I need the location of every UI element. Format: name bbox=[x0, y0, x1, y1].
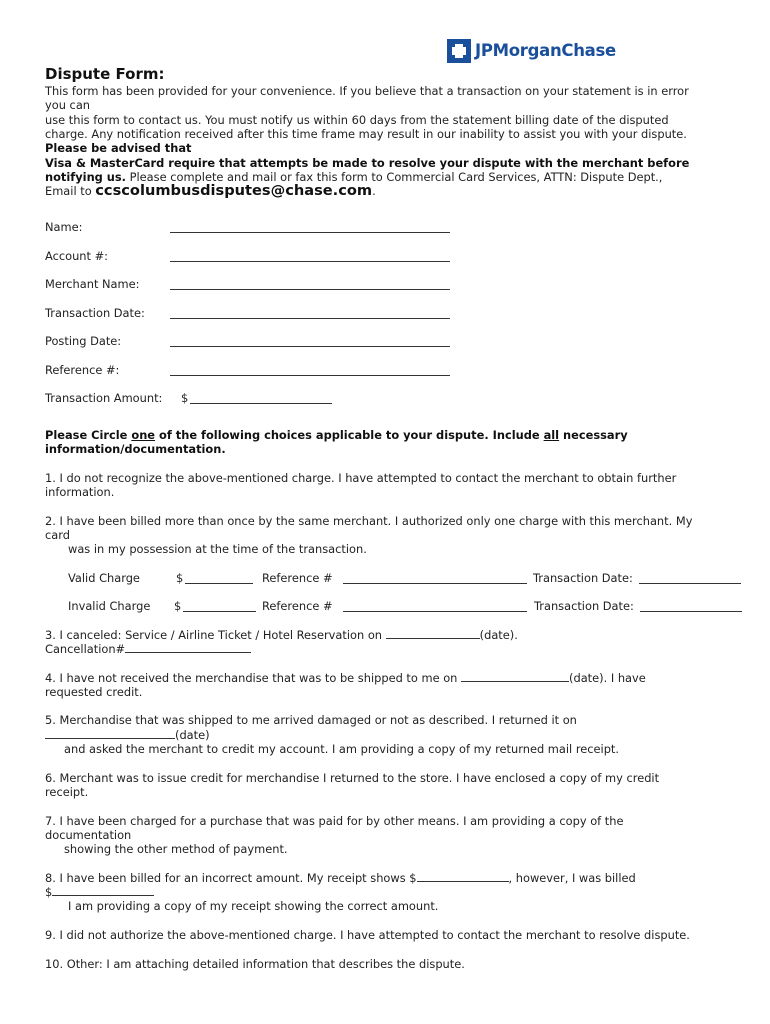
valid-charge-reference-field[interactable] bbox=[343, 583, 527, 584]
valid-charge-transaction-date-field[interactable] bbox=[639, 583, 741, 584]
name-label: Name: bbox=[45, 220, 83, 234]
choice-2-line-1: 2. I have been billed more than once by the same merchant. I authorized only one charge with this merchant. My bbox=[45, 514, 693, 528]
receipt-amount-field[interactable] bbox=[417, 871, 509, 882]
intro-line-5: Please be advised that bbox=[45, 141, 192, 155]
instructions-part-1: Please Circle bbox=[45, 428, 132, 442]
email-address[interactable]: ccscolumbusdisputes@chase.com bbox=[95, 182, 373, 199]
choice-3-cancellation-label: Cancellation# bbox=[45, 642, 126, 656]
choice-5-line-3: and asked the merchant to credit my account. I am providing a copy of my returned mail receipt. bbox=[64, 742, 620, 756]
transaction-amount-field[interactable] bbox=[190, 403, 332, 404]
choice-3-line-1 bbox=[45, 628, 518, 642]
valid-charge-transaction-date-label: Transaction Date: bbox=[533, 571, 633, 585]
choice-3-date-field[interactable] bbox=[386, 628, 480, 639]
cancellation-number-field[interactable] bbox=[125, 642, 251, 653]
instructions-line-2: information/documentation. bbox=[45, 442, 226, 456]
intro-line-4: charge. Any notification received after this time frame may result in our inability to assist you with your dispute. bbox=[45, 127, 687, 141]
choice-4-text-a: 4. I have not received the merchandise that was to be shipped to me on bbox=[45, 671, 458, 685]
posting-date-label: Posting Date: bbox=[45, 334, 122, 348]
choice-5-date-field[interactable] bbox=[45, 728, 175, 739]
transaction-amount-label: Transaction Amount: bbox=[45, 391, 163, 405]
choice-6-line-1: 6. Merchant was to issue credit for merchandise I returned to the store. I have enclosed a copy of my credit bbox=[45, 771, 660, 785]
page-title: Dispute Form: bbox=[45, 65, 165, 83]
intro-line-1: This form has been provided for your convenience. If you believe that a transaction on your statement is in error bbox=[45, 84, 689, 98]
valid-charge-label: Valid Charge bbox=[68, 571, 140, 585]
choice-8-text-b: , however, I was billed bbox=[508, 871, 636, 885]
posting-date-field[interactable] bbox=[170, 346, 450, 347]
merchant-name-field[interactable] bbox=[170, 289, 450, 290]
instructions-one: one bbox=[131, 428, 156, 442]
choice-4-line-2: requested credit. bbox=[45, 685, 143, 699]
choice-4-text-b: (date). I have bbox=[569, 671, 646, 685]
reference-label: Reference #: bbox=[45, 363, 120, 377]
intro-line-2: you can bbox=[45, 98, 91, 112]
intro-line-8 bbox=[45, 184, 735, 198]
choice-8-line-3: I am providing a copy of my receipt showing the correct amount. bbox=[68, 899, 439, 913]
choice-8-line-2 bbox=[45, 885, 154, 899]
choice-2-line-2: card bbox=[45, 528, 70, 542]
instructions-all: all bbox=[543, 428, 560, 442]
choice-7-line-1: 7. I have been charged for a purchase that was paid for by other means. I am providing a copy of the bbox=[45, 814, 624, 828]
valid-charge-dollar: $ bbox=[176, 571, 184, 585]
invalid-charge-amount-field[interactable] bbox=[183, 611, 256, 612]
intro-line-3: use this form to contact us. You must notify us within 60 days from the statement billing date of the disputed bbox=[45, 113, 669, 127]
choice-3-text: 3. I canceled: Service / Airline Ticket / Hotel Reservation on bbox=[45, 628, 383, 642]
choice-7-line-3: showing the other method of payment. bbox=[64, 842, 288, 856]
choice-1-line-1: 1. I do not recognize the above-mentioned charge. I have attempted to contact the merchant to obtain further bbox=[45, 471, 677, 485]
valid-charge-reference-label: Reference # bbox=[262, 571, 333, 585]
instructions-line-1 bbox=[45, 428, 735, 442]
invalid-charge-transaction-date-field[interactable] bbox=[640, 611, 742, 612]
intro-line-6: Visa & MasterCard require that attempts be made to resolve your dispute with the merchant before bbox=[45, 156, 690, 170]
choice-1-line-2: information. bbox=[45, 485, 115, 499]
choice-3-line-2 bbox=[45, 642, 251, 656]
invalid-charge-label: Invalid Charge bbox=[68, 599, 151, 613]
choice-8-line-1 bbox=[45, 871, 636, 885]
transaction-date-field[interactable] bbox=[170, 318, 450, 319]
choice-3-date-suffix: (date). bbox=[479, 628, 518, 642]
transaction-amount-dollar: $ bbox=[181, 391, 189, 405]
choice-9: 9. I did not authorize the above-mentioned charge. I have attempted to contact the merchant to resolve dispute. bbox=[45, 928, 690, 942]
intro-line-7-bold: notifying us. bbox=[45, 170, 127, 184]
choice-10: 10. Other: I am attaching detailed information that describes the dispute. bbox=[45, 957, 465, 971]
account-label: Account #: bbox=[45, 249, 108, 263]
invalid-charge-transaction-date-label: Transaction Date: bbox=[534, 599, 634, 613]
choice-8-text-a: 8. I have been billed for an incorrect amount. My receipt shows $ bbox=[45, 871, 417, 885]
choice-2-line-3: was in my possession at the time of the transaction. bbox=[68, 542, 367, 556]
jpmorgan-chase-logo bbox=[447, 38, 616, 64]
choice-4-line-1 bbox=[45, 671, 646, 685]
email-suffix: . bbox=[372, 184, 376, 198]
instructions-part-3: necessary bbox=[559, 428, 628, 442]
invalid-charge-dollar: $ bbox=[174, 599, 182, 613]
account-field[interactable] bbox=[170, 261, 450, 262]
intro-line-7-rest: Please complete and mail or fax this form to Commercial Card Services, ATTN: Dispute Dept., bbox=[126, 170, 663, 184]
chase-octagon-icon bbox=[447, 39, 471, 63]
reference-field[interactable] bbox=[170, 375, 450, 376]
invalid-charge-reference-field[interactable] bbox=[343, 611, 527, 612]
valid-charge-amount-field[interactable] bbox=[185, 583, 253, 584]
email-prefix: Email to bbox=[45, 184, 96, 198]
choice-4-date-field[interactable] bbox=[461, 671, 569, 682]
choice-6-line-2: receipt. bbox=[45, 785, 89, 799]
transaction-date-label: Transaction Date: bbox=[45, 306, 145, 320]
choice-5-line-1: 5. Merchandise that was shipped to me arrived damaged or not as described. I returned it on bbox=[45, 713, 577, 727]
logo-text: JPMorganChase bbox=[475, 40, 616, 60]
choice-8-dollar: $ bbox=[45, 885, 53, 899]
merchant-name-label: Merchant Name: bbox=[45, 277, 140, 291]
invalid-charge-reference-label: Reference # bbox=[262, 599, 333, 613]
name-field[interactable] bbox=[170, 232, 450, 233]
choice-5-date-label: (date) bbox=[175, 728, 210, 742]
choice-7-line-2: documentation bbox=[45, 828, 132, 842]
choice-5-line-2 bbox=[45, 728, 210, 742]
instructions-part-2: of the following choices applicable to your dispute. Include bbox=[155, 428, 544, 442]
billed-amount-field[interactable] bbox=[52, 885, 154, 896]
